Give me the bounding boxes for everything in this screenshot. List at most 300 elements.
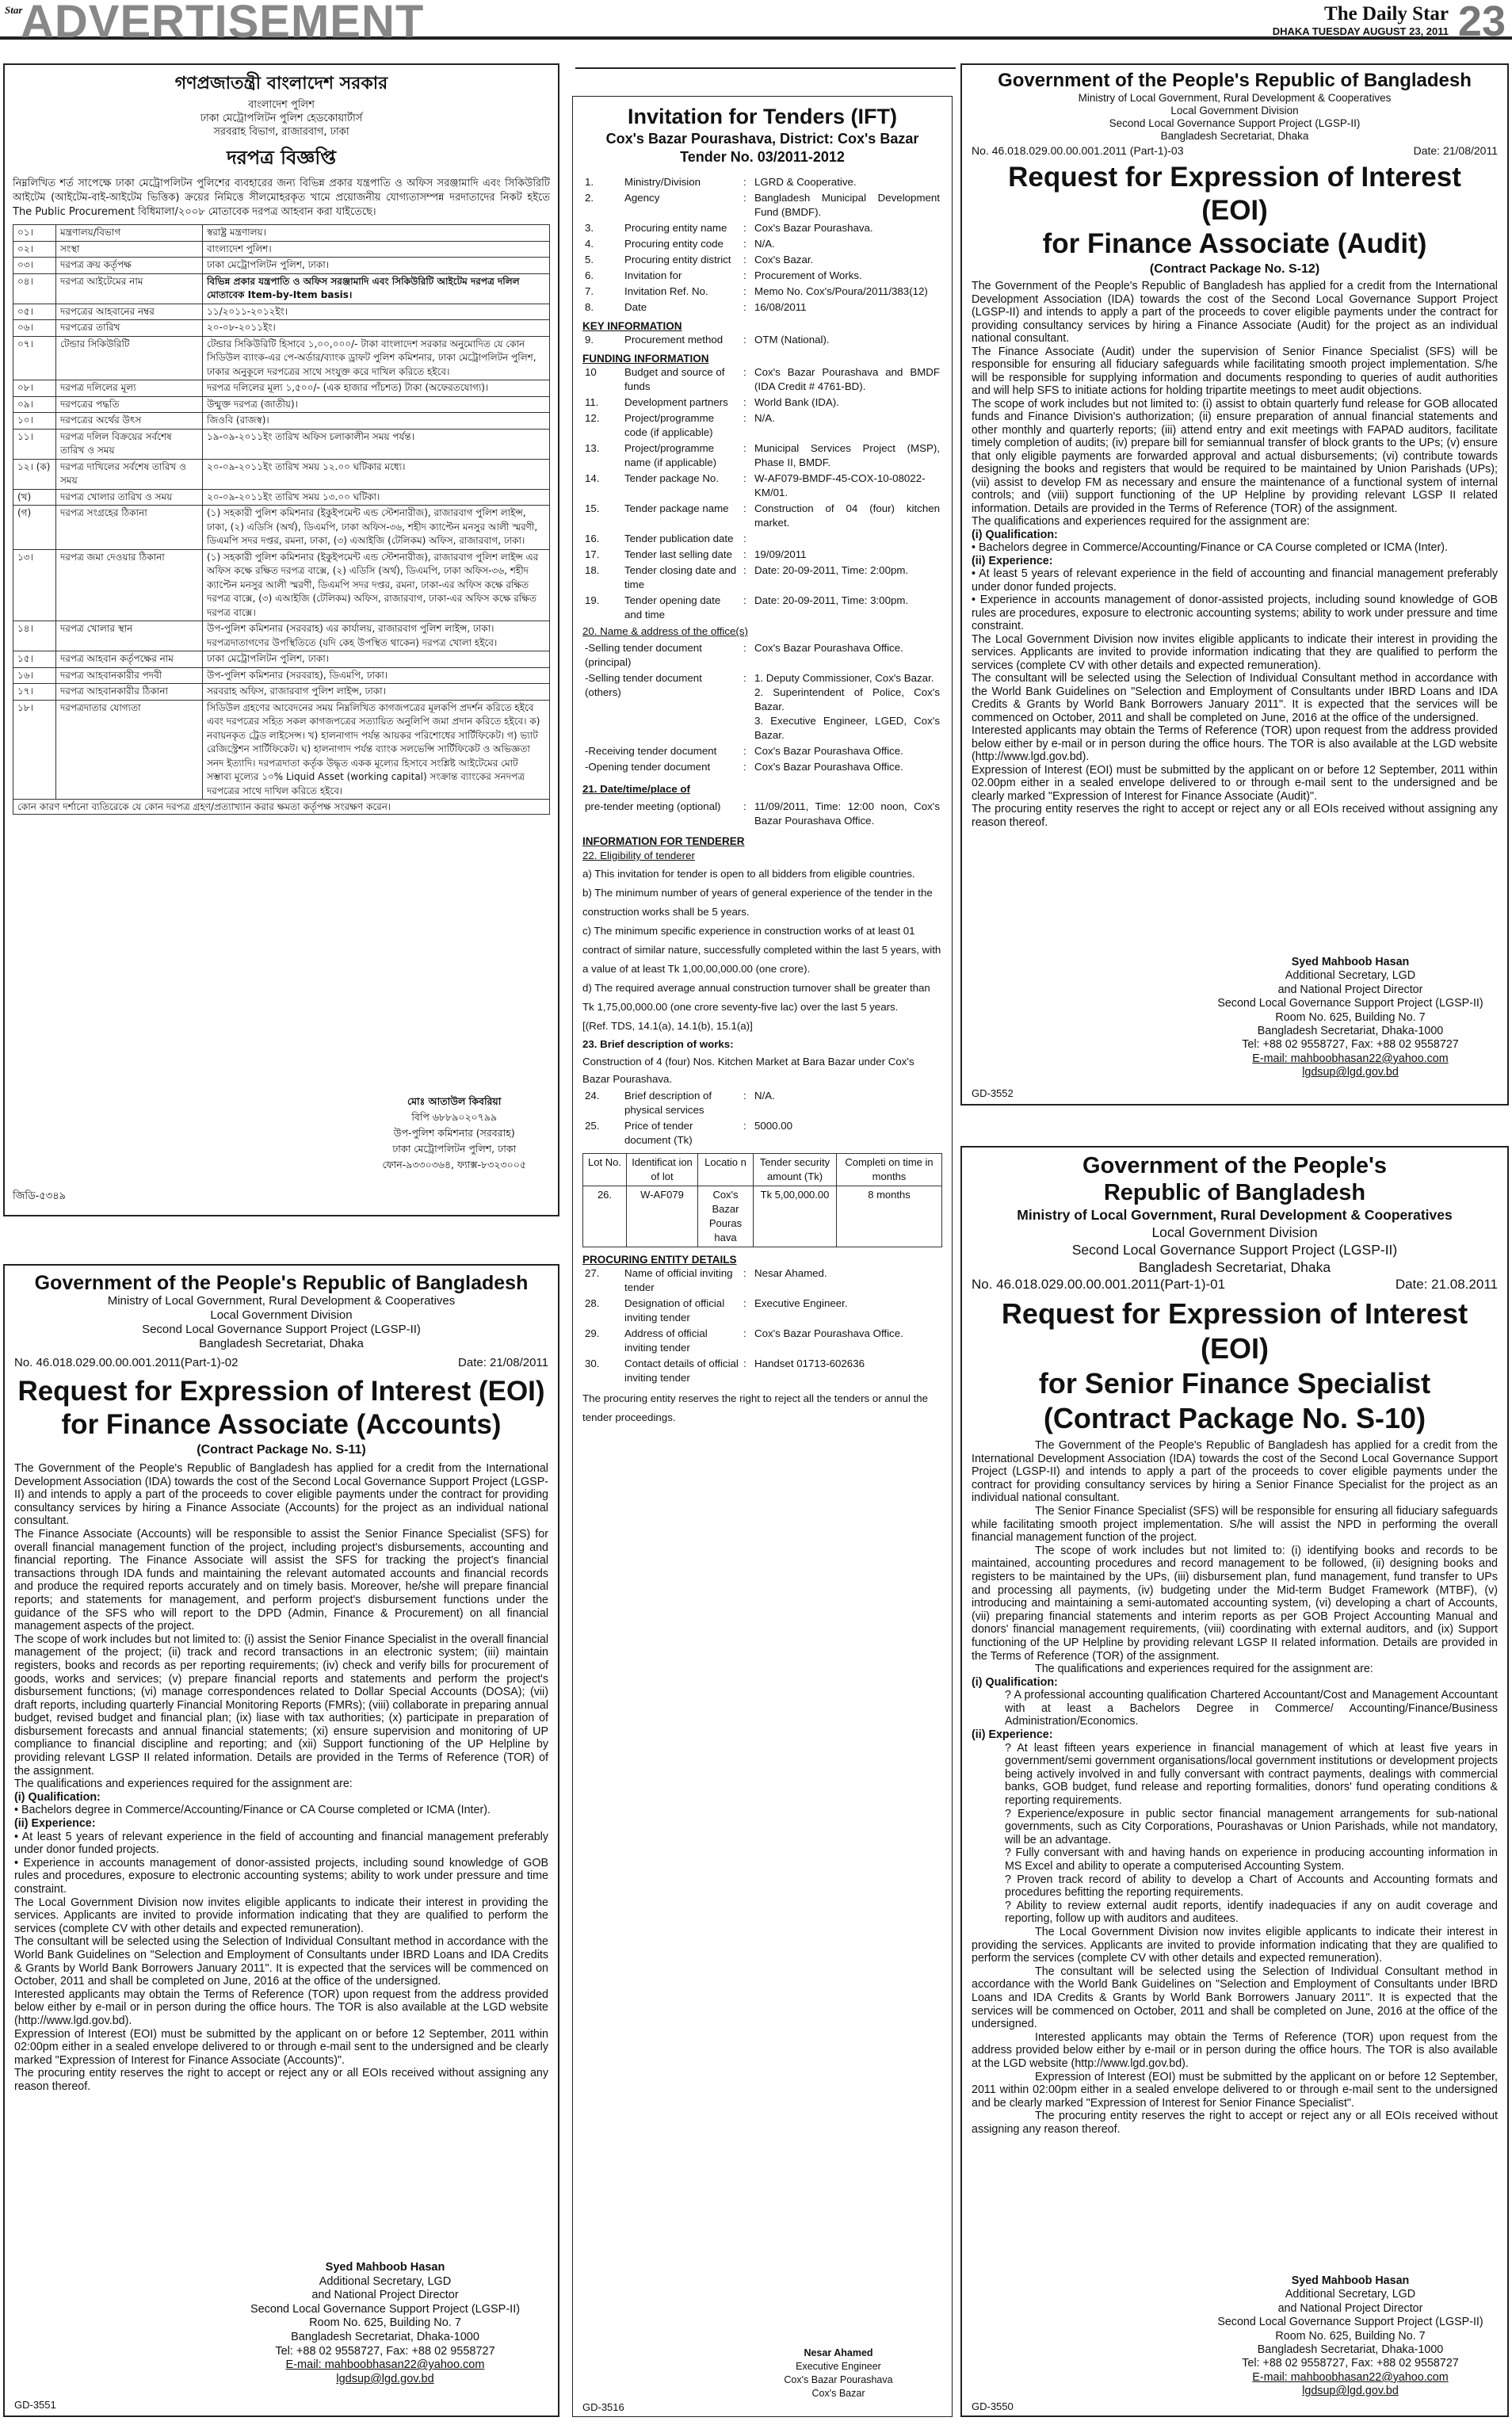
row-value: বাংলাদেশ পুলিশ। — [203, 241, 550, 258]
ift-signature — [755, 2347, 922, 2400]
row-value: ঢাকা মেট্রোপলিটন পুলিশ, ঢাকা। — [203, 258, 550, 274]
eoi-experience-4: ? Proven track record of ability to develop a Chart of Accounts and Accounting formats and procedures befitting the reporting requirements. — [1005, 1873, 1498, 1900]
cell-a: 14. — [585, 472, 600, 484]
table-row — [582, 471, 942, 501]
row-label: দরপত্রের পদ্ধতি — [56, 396, 203, 413]
table-row — [582, 1326, 942, 1356]
eoi-date: Date: 21.08.2011 — [1395, 1277, 1498, 1292]
eoi-para-6: The consultant will be selected using the Selection of Individual Consultant method in accordance with the World Bank Guidelines on "Selection and Employment of Consultants under IBRD Loans and IDA Credits & Grants by World Bank Borrowers January 2011". It is expected that the services will be commenced on October, 2011 and shall be completed on June, 2016 at the office of the undersigned. — [972, 672, 1498, 724]
ift-table-4 — [582, 640, 942, 775]
row-number: ০৯। — [13, 396, 56, 413]
row-label: দরপত্র খোলার স্থান — [56, 621, 203, 651]
cell-b: Budget and source of funds — [624, 366, 725, 392]
row-label: দরপত্র আহবানকারীর ঠিকানা — [56, 684, 203, 701]
cell-d: Municipal Services Project (MSP), Phase II, BMDF. — [754, 442, 940, 468]
table-row — [13, 320, 550, 337]
eoi-para-8: Expression of Interest (EOI) must be submitted by the applicant on or before 12 September, 2011 within 02:00pm either in a sealed envelope delivered to or through e-mail sent to the undersigned and be clearly marked "Expression of Interest for Senior Finance Specialist". — [972, 2070, 1498, 2110]
signer-role: and National Project Director — [311, 2289, 459, 2302]
row-value: সরবরাহ অফিস, রাজারবাগ পুলিশ লাইন্স, ঢাকা। — [203, 684, 550, 701]
cell-c: Cox's Bazar Pourashava Office. — [754, 745, 903, 757]
table-row — [582, 268, 942, 284]
table-row — [582, 365, 942, 395]
cell-b: Date — [624, 301, 647, 313]
cell-a: 24. — [585, 1090, 600, 1102]
signer-phone: Tel: +88 02 9558727, Fax: +88 02 9558727 — [275, 2344, 495, 2358]
eoi-experience-2: ? Experience/exposure in public sector financial management arrangements for sub-national governments, such as City Corporations, Pourashavas or Union Parishads, while not mandatory, will be an advantage. — [1005, 1807, 1498, 1846]
eoi-para-6: The consultant will be selected using the Selection of Individual Consultant method in accordance with the World Bank Guidelines on "Selection and Employment of Consultants under IBRD Loans and IDA Credits & Grants by World Bank Borrowers January 2011". It is expected that the services will be commenced on October, 2011 and shall be completed on June, 2016 at the office of the undersigned. — [972, 1965, 1498, 2031]
ift-item-22: 22. Eligibility of tenderer — [582, 850, 695, 861]
table-row — [13, 304, 550, 320]
table-row — [13, 489, 550, 506]
cell-b: Tender opening date and time — [624, 594, 721, 621]
table-row — [582, 759, 942, 775]
cell-d: OTM (National). — [754, 334, 830, 346]
row-number: ০৭। — [13, 336, 56, 380]
eoi-ref: No. 46.018.029.00.00.001.2011(Part-1)-01 — [972, 1277, 1226, 1292]
signer-name: Syed Mahboob Hasan — [1291, 2274, 1410, 2287]
signer-project: Second Local Governance Support Project (LGSP-II) — [1217, 2316, 1483, 2329]
eoi-signature — [235, 2261, 536, 2386]
eoi-title-2: for Finance Associate (Accounts) — [61, 1409, 502, 1440]
signer-place: Cox's Bazar — [811, 2388, 865, 2399]
page-number: 23 — [1457, 0, 1506, 45]
eoi-address: Bangladesh Secretariat, Dhaka — [199, 1337, 364, 1350]
cell-a: 30. — [585, 1358, 600, 1369]
eoi-gov-2: Republic of Bangladesh — [1103, 1180, 1366, 1205]
cell-c: : — [743, 442, 746, 454]
signer-phone: Tel: +88 02 9558727, Fax: +88 02 9558727 — [1242, 1038, 1459, 1052]
row-value: উপ-পুলিশ কমিশনার (সরবরাহ) এর কার্যালয়, রাজারবাগ পুলিশ লাইন্স, ঢাকা। দরপত্রদাতাগণের উপস্থিতিতে (যদি কেহ উপস্থিত থাকেন) দরপত্র খোলা হইবে। — [203, 621, 550, 651]
signer-room: Room No. 625, Building No. 7 — [1275, 1010, 1426, 1024]
cell-b: Ministry/Division — [624, 176, 701, 188]
ift-item-21: 21. Date/time/place of — [582, 783, 690, 795]
cell-c: 11/09/2011, Time: 12:00 noon, Cox's Bazar Pourashava Office. — [754, 800, 940, 827]
row-value: ১৯-০৯-২০১১ইং তারিখ অফিস চলাকালীন সময় পর্যন্ত। — [203, 429, 550, 459]
cell-d: Cox's Bazar Pourashava and BMDF (IDA Credit # 4761-BD). — [754, 366, 940, 392]
table-row — [13, 225, 550, 242]
signer-title: Additional Secretary, LGD — [1285, 2288, 1416, 2301]
lot-col-location: Locatio n — [698, 1154, 754, 1186]
row-value: (১) সহকারী পুলিশ কমিশনার (ইকুইপমেন্ট এন্ড স্টেশনারীজ), রাজারবাগ পুলিশ লাইন্স, ঢাকা, (২) এডিসি (অর্থ), ডিএমপি, ঢাকা অফিস-৩৬, শহীদ ক্যাপ্টেন মনসুর আলী স্মরণী, ডিএমপি সদর দপ্তর, রমনা, ঢাকা, (৩) এআইজি (টেলিকম) অফিস, রাজারবাগ, ঢাকা। — [203, 506, 550, 550]
row-label: দরপত্র আইটেমের নাম — [56, 273, 203, 304]
cell-b: Tender last selling date — [624, 548, 733, 560]
cell-a: -Selling tender document (principal) — [585, 642, 702, 668]
row-label: দরপত্রের তারিখ — [56, 320, 203, 337]
signer-room: Room No. 625, Building No. 7 — [309, 2316, 461, 2330]
ift-table-1 — [582, 174, 942, 315]
notice-gov: গণপ্রজাতন্ত্রী বাংলাদেশ সরকার — [174, 74, 388, 94]
eoi-experience-head: (ii) Experience: — [972, 554, 1053, 567]
cell-a: 15. — [585, 502, 600, 514]
cell-b: Address of official inviting tender — [624, 1327, 708, 1354]
table-row — [582, 563, 942, 593]
table-row — [582, 1296, 942, 1326]
eoi-gov-1: Government of the People's — [1082, 1153, 1387, 1178]
signer-role: and National Project Director — [1277, 983, 1423, 996]
cell-b: : — [743, 642, 746, 654]
table-row — [582, 501, 942, 531]
eoi-code: GD-3551 — [14, 2399, 56, 2411]
cell-c: : — [743, 285, 746, 297]
cell-b: Price of tender document (Tk) — [624, 1120, 693, 1146]
cell-b: Procuring entity district — [624, 254, 731, 265]
table-row — [582, 1356, 942, 1386]
signer-title: Additional Secretary, LGD — [319, 2274, 452, 2288]
row-label: টেন্ডার সিকিউরিটি — [56, 336, 203, 380]
row-number: ০৬। — [13, 320, 56, 337]
table-row — [582, 190, 942, 220]
eoi-experience-head: (ii) Experience: — [14, 1817, 96, 1831]
signer-phone: ফোন-৯৩৩০৩৬৪, ফ্যাক্স-৮৩২৩০০৫ — [382, 1159, 526, 1170]
eoi-qualification: • Bachelors degree in Commerce/Accounting/Finance or CA Course completed or ICMA (Inter). — [14, 1804, 491, 1817]
signer-org: Cox's Bazar Pourashava — [784, 2374, 893, 2385]
eoi-finance-associate-accounts — [3, 1264, 559, 2417]
ift-info-tenderer: INFORMATION FOR TENDERER — [582, 835, 745, 847]
cell-c: : — [743, 301, 746, 313]
eoi-experience-head: (ii) Experience: — [972, 1728, 1053, 1742]
row-value: উপ-পুলিশ কমিশনার (সরবরাহ), ডিএমপি, ঢাকা। — [203, 667, 550, 684]
lot-location: Cox's Bazar Pouras hava — [698, 1186, 754, 1247]
table-row — [13, 651, 550, 668]
cell-c: : — [743, 1297, 746, 1309]
cell-c: : — [743, 533, 746, 544]
eoi-division: Local Government Division — [1170, 105, 1299, 116]
signer-email-link-2[interactable]: lgdsup@lgd.gov.bd — [1302, 1066, 1399, 1079]
notice-code: জিডি-৫৩৪৯ — [13, 1190, 67, 1202]
table-row — [582, 531, 942, 547]
row-value: ঢাকা মেট্রোপলিটন পুলিশ, ঢাকা। — [203, 651, 550, 668]
cell-d: Memo No. Cox's/Poura/2011/383(12) — [754, 285, 928, 297]
table-row — [582, 799, 942, 829]
signer-name: Syed Mahboob Hasan — [1291, 956, 1410, 968]
signer-address: Bangladesh Secretariat, Dhaka-1000 — [291, 2330, 479, 2343]
cell-a: 29. — [585, 1327, 600, 1339]
cell-d: W-AF079-BMDF-45-COX-10-08022-KM/01. — [754, 472, 926, 498]
row-number: ১৫। — [13, 651, 56, 668]
eoi-experience-2: • Experience in accounts management of donor-assisted projects, including sound knowledge of GOB rules and procedures, exposure to electronic accounting systems; ability to work under pressure and time constraint. — [14, 1856, 548, 1896]
table-row — [13, 667, 550, 684]
row-number: ১২। (ক) — [13, 459, 56, 489]
lot-completion: 8 months — [837, 1186, 942, 1247]
page-header — [0, 0, 1512, 48]
signer-name: Syed Mahboob Hasan — [325, 2261, 445, 2274]
notice-title: দরপত্র বিজ্ঞপ্তি — [227, 147, 336, 169]
cell-b: Project/programme code (if applicable) — [624, 412, 715, 438]
eoi-para-7: Interested applicants may obtain the Terms of Reference (TOR) upon request from the address provided below either by e-mail or in person during the office hours. The TOR is also available at the LGD website (http://www.lgd.gov.bd). — [972, 724, 1498, 763]
eoi-para-4: The qualifications and experiences required for the assignment are: — [14, 1778, 353, 1791]
cell-d: N/A. — [754, 238, 775, 250]
section-title: ADVERTISEMENT — [21, 0, 425, 48]
eoi-para-4: The qualifications and experiences required for the assignment are: — [1035, 1663, 1373, 1676]
eoi-signature — [1208, 2274, 1493, 2399]
signer-project: Second Local Governance Support Project (LGSP-II) — [1217, 997, 1483, 1010]
cell-d: World Bank (IDA). — [754, 396, 839, 408]
eoi-qualification-head: (i) Qualification: — [14, 1790, 101, 1804]
eoi-para-2: The Senior Finance Specialist (SFS) will be responsible for ensuring all fiduciary safeguards while facilitating smooth project implementation. S/he will assist the NPD in performing the overall financial management function of the project. — [972, 1504, 1498, 1545]
cell-c: : — [743, 412, 746, 424]
eoi-project: Second Local Governance Support Project (LGSP-II) — [1071, 1242, 1398, 1258]
cell-d: Handset 01713-602636 — [754, 1358, 865, 1369]
ift-table-5 — [582, 799, 942, 829]
cell-a: 12. — [585, 412, 600, 424]
cell-c: Cox's Bazar Pourashava Office. — [754, 761, 903, 773]
row-number: ০৮। — [13, 380, 56, 397]
cell-d — [752, 531, 942, 547]
row-value: ১১/২০১১-২০১২ইং। — [203, 304, 550, 320]
cell-b: Tender package name — [624, 502, 729, 514]
notice-org-1: বাংলাদেশ পুলিশ — [248, 99, 315, 111]
ift-key-info: KEY INFORMATION — [582, 320, 682, 332]
eoi-experience-1: • At least 5 years of relevant experience in the field of accounting and financial management preferably under donor funded projects. — [972, 567, 1498, 594]
notice-org-2: ঢাকা মেট্রোপলিটন পুলিশ হেডকোয়ার্টার্স — [200, 113, 363, 124]
row-label: সংস্থা — [56, 241, 203, 258]
row-number: ১৬। — [13, 667, 56, 684]
cell-d: Date: 20-09-2011, Time: 2:00pm. — [754, 564, 909, 576]
cell-a: 28. — [585, 1297, 600, 1309]
cell-a: 18. — [585, 564, 600, 576]
row-number: ১৩। — [13, 549, 56, 621]
eoi-project: Second Local Governance Support Project (LGSP-II) — [142, 1323, 421, 1336]
eoi-para-5: The Local Government Division now invites eligible applicants to indicate their interest in providing the services. Applicants are invited to provide information indicating that they are qualified to perform the services (complete CV with other details and expected remuneration). — [972, 632, 1498, 672]
table-row — [13, 413, 550, 430]
table-row — [582, 640, 942, 670]
table-row — [582, 441, 942, 471]
cell-d: N/A. — [754, 1090, 775, 1102]
eoi-code: GD-3552 — [972, 1087, 1014, 1099]
cell-d: LGRD & Cooperative. — [754, 176, 857, 188]
cell-d: N/A. — [754, 412, 775, 424]
ift-code: GD-3516 — [582, 2401, 624, 2413]
row-label: দরপত্র দলিল বিক্রয়ের সর্বশেষ তারিখ ও সময় — [56, 429, 203, 459]
signer-title: Additional Secretary, LGD — [1285, 969, 1416, 983]
eoi-address: Bangladesh Secretariat, Dhaka — [1138, 1259, 1331, 1275]
row-value: (১) সহকারী পুলিশ কমিশনার (ইকুইপমেন্ট এন্ড স্টেশনারীজ), রাজারবাগ পুলিশ লাইন্স এর অফিস কক্ষে রক্ষিত দরপত্র বাক্সে, (২) এডিসি (অর্থ), ডিএমপি, ঢাকা অফিস-৩৬, শহীদ ক্যাপ্টেন মনসুর আলী স্মরণী, ডিএমপি সদর দপ্তর, রমনা, ঢাকা-এর অফিস কক্ষে রক্ষিত দরপত্র বাক্সে, (৩) এআইজি (টেলিকম) অফিস, রাজারবাগ, ঢাকা-এর অফিস কক্ষে রক্ষিত দরপত্র বাক্সে। — [203, 549, 550, 621]
signer-email-link[interactable]: E-mail: mahboobhasan22@yahoo.com — [285, 2358, 485, 2372]
cell-c: : — [743, 334, 746, 346]
eoi-para-1: The Government of the People's Republic of Bangladesh has applied for a credit from the International Development Association (IDA) towards the cost of the Second Local Governance Support Project (LGSP-II) and intends to apply a part of the proceeds to cover eligible payments under the contract for providing consultancy services by hiring a Senior Finance Specialist for the project as an individual national consultant. — [972, 1439, 1498, 1505]
eoi-para-9: The procuring entity reserves the right to accept or reject any or all EOIs received without assigning any reason thereof. — [14, 2067, 548, 2093]
cell-a: -Receiving tender document — [585, 745, 717, 757]
cell-c: : — [743, 1267, 746, 1279]
eoi-address: Bangladesh Secretariat, Dhaka — [1160, 130, 1309, 142]
cell-d: Bangladesh Municipal Development Fund (BMDF). — [754, 192, 940, 218]
eoi-title-3: (Contract Package No. S-10) — [1043, 1402, 1426, 1434]
cell-b: Contact details of official inviting tender — [624, 1358, 739, 1384]
lot-table-row — [583, 1186, 942, 1247]
eoi-para-2: The Finance Associate (Audit) under the supervision of Senior Finance Specialist (SFS) will be responsible for ensuring all fiduciary safeguards while facilitating smooth project implementation. S/he will be responsible for supplying information and documents responding to queries of audit authorities and will help SFS to initiate actions for holding tripartite meetings to meet audit objections. — [972, 345, 1498, 397]
eoi-para-5: The Local Government Division now invites eligible applicants to indicate their interest in providing the services. Applicants are invited to provide information indicating that they are qualified to perform the services (complete CV with other details and expected remuneration). — [14, 1896, 548, 1935]
table-row — [582, 395, 942, 411]
cell-a: 13. — [585, 442, 600, 454]
eoi-ref: No. 46.018.029.00.00.001.2011 (Part-1)-03 — [972, 144, 1184, 157]
row-label: দরপত্র ক্রয় কর্তৃপক্ষ — [56, 258, 203, 274]
ift-title: Invitation for Tenders (IFT) — [628, 105, 897, 128]
signer-email-link[interactable]: E-mail: mahboobhasan22@yahoo.com — [1252, 2370, 1449, 2384]
row-value: টেন্ডার সিকিউরিটি হিসাবে ১,০০,০০০/- টাকা বাংলাদেশ সরকার অনুমোদিত যে কোন সিডিউল ব্যাংক-এর পে-অর্ডার/ব্যাংক ড্রাফট পুলিশ কমিশনার, ঢাকা মেট্রোপলিটন পুলিশ, ঢাকার অনুকূলে দরপত্রের সাথে সংযুক্ত করে দাখিল করিতে হইবে। — [203, 336, 550, 380]
table-row — [582, 332, 942, 348]
row-value: জিওবি (রাজস্ব)। — [203, 413, 550, 430]
star-logo: Star — [5, 4, 23, 16]
eoi-project: Second Local Governance Support Project (LGSP-II) — [1109, 117, 1361, 129]
cell-d: Executive Engineer. — [754, 1297, 848, 1309]
eoi-title-2: for Senior Finance Specialist — [1038, 1367, 1431, 1400]
row-value: উন্মুক্ত দরপত্র (জাতীয়)। — [203, 396, 550, 413]
eoi-experience-1: • At least 5 years of relevant experience in the field of accounting and financial management preferably under donor funded projects. — [14, 1830, 548, 1857]
issue-date: DHAKA TUESDAY AUGUST 23, 2011 — [1272, 25, 1449, 37]
row-number: ১৪। — [13, 621, 56, 651]
table-row — [582, 252, 942, 268]
cell-c: : — [743, 1358, 746, 1369]
signer-org: ঢাকা মেট্রোপলিটন পুলিশ, ঢাকা — [392, 1143, 517, 1155]
signer-email-link[interactable]: E-mail: mahboobhasan22@yahoo.com — [1252, 1052, 1449, 1065]
cell-a: 7. — [585, 285, 594, 297]
eoi-para-1: The Government of the People's Republic of Bangladesh has applied for a credit from the International Development Association (IDA) towards the cost of the Second Local Governance Support Project (LGSP-II) and intends to apply a part of the proceeds to cover eligible payments under the contract for providing consultancy services by hiring a Finance Associate (Audit) for the project as an individual national consultant. — [972, 280, 1498, 345]
table-row — [582, 284, 942, 300]
eoi-experience-2: • Experience in accounts management of donor-assisted projects, including sound knowledge of GOB rules are procedures, exposure to electronic accounting systems; ability to work under pressure and time constraint. — [972, 594, 1498, 632]
cell-b: Brief description of physical services — [624, 1090, 712, 1116]
cell-d: 16/08/2011 — [754, 301, 807, 313]
ift-funding: FUNDING INFORMATION — [582, 353, 709, 365]
cell-d: Cox's Bazar Pourashava. — [754, 222, 873, 234]
cell-a: 8. — [585, 301, 594, 313]
lot-col-completion: Completi on time in months — [837, 1154, 942, 1186]
ift-eligibility-d: d) The required average annual construction turnover shall be greater than Tk 1,75,00,000.00 (one crore seventy-five lac) over the last 5 years. — [582, 982, 930, 1013]
signer-project: Second Local Governance Support Project (LGSP-II) — [250, 2302, 521, 2316]
cell-b: : — [743, 745, 746, 757]
cell-c: : — [743, 472, 746, 484]
row-value: ২০-০৮-২০১১ইং। — [203, 320, 550, 337]
signer-address: Bangladesh Secretariat, Dhaka-1000 — [1257, 2343, 1444, 2357]
lot-col-security: Tender security amount (Tk) — [754, 1154, 837, 1186]
eoi-date: Date: 21/08/2011 — [458, 1356, 548, 1369]
cell-a: 3. — [585, 222, 594, 234]
eoi-ref-row — [972, 1276, 1498, 1293]
row-label: দরপত্রের আহবানের নম্বর — [56, 304, 203, 320]
ift-eligibility-c: c) The minimum specific experience in construction works of at least 01 contract of similar nature, successfully completed within the last 5 years, with a value of at least Tk 1,00,00,000.00 (one crore). — [582, 925, 941, 975]
row-number: ১০। — [13, 413, 56, 430]
eoi-code: GD-3550 — [972, 2400, 1014, 2412]
invitation-for-tenders — [572, 96, 953, 2417]
eoi-para-8: Expression of Interest (EOI) must be submitted by the applicant on or before 12 September, 2011 within 02.00pm either in a sealed envelope delivered to or through e-mail sent to the undersigned and be clearly marked "Expression of Interest for Finance Associate (Audit)". — [972, 763, 1498, 803]
cell-a: pre-tender meeting (optional) — [585, 800, 721, 812]
table-row — [13, 549, 550, 621]
row-number: ০৫। — [13, 304, 56, 320]
row-number: (গ) — [13, 506, 56, 550]
table-row — [13, 336, 550, 380]
table-row — [582, 1266, 942, 1296]
eoi-finance-associate-audit — [960, 63, 1509, 1106]
cell-c: : — [743, 192, 746, 204]
cell-a: 17. — [585, 548, 600, 560]
cell-c: : — [743, 548, 746, 560]
eoi-para-2: The Finance Associate (Accounts) will be responsible to assist the Senior Finance Specialist (SFS) for overall financial management function of the project, including project's disbursements, accounting and financial reporting. The Finance Associate will assist the SFS for tracking the project's financial transactions through IDA funds and maintaining the relevant automated accounts and financial records and produce the required reports accurately and on timely basis. Moreover, he/she will prepare financial reports; and statements for management, and perform project's disbursement functions under the guidance of the SFS who will report to the DPD (Admin, Finance & Procurement) on all financial management aspects of the project. — [14, 1527, 548, 1633]
eoi-para-7: Interested applicants may obtain the Terms of Reference (TOR) upon request from the address provided below either by e-mail or in person during the office hours. The TOR is also available at the LGD website (http://www.lgd.gov.bd). — [972, 2030, 1498, 2070]
cell-c: : — [743, 502, 746, 514]
table-row — [13, 258, 550, 274]
table-row — [13, 700, 550, 800]
cell-d: Date: 20-09-2011, Time: 3:00pm. — [754, 594, 909, 606]
column-rule — [575, 67, 956, 69]
table-row — [13, 506, 550, 550]
eoi-division: Local Government Division — [210, 1308, 353, 1322]
eoi-title-2: for Finance Associate (Audit) — [1042, 228, 1427, 259]
table-row — [13, 380, 550, 397]
row-value: বিভিন্ন প্রকার যন্ত্রপাতি ও অফিস সরঞ্জামাদি এবং সিকিউরিটি আইটেম দরপত্র দলিল মোতাবেক Item-by-Item basis। — [203, 273, 550, 304]
table-row — [582, 547, 942, 563]
cell-b: Project/programme name (if applicable) — [624, 442, 717, 468]
signer-email-link-2[interactable]: lgdsup@lgd.gov.bd — [336, 2372, 434, 2385]
row-number: ০৩। — [13, 258, 56, 274]
cell-b: Designation of official inviting tender — [624, 1297, 725, 1323]
cell-d: Cox's Bazar Pourashava Office. — [754, 1327, 903, 1339]
signer-bp: বিপি ৬৮৮৯০২০৭৯৯ — [411, 1111, 498, 1123]
cell-c: : — [743, 238, 746, 250]
eoi-para-3: The scope of work includes but not limited to: (i) assist to obtain quarterly fund release for GOB allocated funds and Finance Division's authorization; (ii) ensure preparation of annual financial statements and other monthly and quarterly reports; (iii) attend entry and exit meetings with FAPAD auditors, facilitate timely completion of audits; (iv) prepare bill for semiannual transfer of block grants to the UPs; (v) ensure that only eligible payments are forwarded approval and actual disbursements; (vi) contribute towards designing the books and registers that would be required to be maintained by Union Parishads (UPs); (vii) assist to develop FM as necessary and ensure the maintenance of a functional system of internal controls; and (viii) support functioning of the UP Helpline by providing relevant LGSP II related information. Details are provided in the Terms of Reference (TOR) of the assignment. — [972, 397, 1498, 515]
cell-b: Procurement method — [624, 334, 724, 346]
cell-b: : — [743, 761, 746, 773]
table-row — [13, 621, 550, 651]
signer-role: and National Project Director — [1277, 2301, 1423, 2315]
cell-a: 5. — [585, 254, 594, 265]
table-row — [582, 300, 942, 315]
cell-a: -Selling tender document (others) — [585, 672, 702, 698]
row-label: দরপত্রদাতার যোগ্যতা — [56, 700, 203, 800]
cell-b: Name of official inviting tender — [624, 1267, 733, 1293]
eoi-ref-row — [972, 144, 1498, 158]
cell-b: Invitation Ref. No. — [624, 285, 708, 297]
eoi-para-5: The Local Government Division now invites eligible applicants to indicate their interest in providing the services. Applicants are invited to provide information indicating that they are qualified to perform the services (complete CV with other details and expected remuneration). — [972, 1925, 1498, 1965]
cell-c: : — [743, 396, 746, 408]
eoi-senior-finance-specialist — [960, 1146, 1509, 2417]
notice-org-3: সরবরাহ বিভাগ, রাজারবাগ, ঢাকা — [213, 126, 349, 138]
cell-a: 2. — [585, 192, 594, 204]
row-value: দরপত্র দলিলের মূল্য ১,৫০০/- (এক হাজার পাঁচশত) টাকা (অফেরতযোগ্য)। — [203, 380, 550, 397]
cell-b: Procuring entity name — [624, 222, 727, 234]
eoi-qualification: ? A professional accounting qualification Chartered Accountant/Cost and Management Accountant with at least a Bachelors Degree in Commerce/ Accounting/Finance/Business Administration/Economics. — [1005, 1689, 1498, 1728]
eoi-experience-3: ? Fully conversant with and having hands on experience in producing accounting information in MS Excel and ability to operate a computerised Accounting System. — [1005, 1846, 1498, 1873]
eoi-para-9: The procuring entity reserves the right to accept or reject any or all EOIs received without assigning any reason thereof. — [972, 2110, 1498, 2136]
eoi-para-3: The scope of work includes but not limited to: (i) identifying books and records to be maintained, accounting procedures and record management to be followed, (ii) designing books and registers to be maintained by the UPs, (iii) disbursement plan, fund management, fund transfer to UPs and processing all payments, (iv) budgeting under the Mid-term Budget Framework (MTBF), (v) introducing and maintaining a semi-automated accounting system, (vi) developing a chart of Accounts, (vii) preparing financial statements and interim reports as per GOB Project Accounting Manual and donors' financial management requirements, (viii) coordinating with external auditors, and (ix) Support functioning of the UP Helpline by providing relevant LGSP II related information. Details are provided in the Terms of Reference (TOR) of the assignment. — [972, 1544, 1498, 1663]
table-row — [582, 174, 942, 190]
lot-no: 26. — [583, 1186, 627, 1247]
eoi-ministry: Ministry of Local Government, Rural Development & Cooperatives — [107, 1294, 456, 1308]
cell-d: 5000.00 — [754, 1120, 793, 1132]
eoi-ref-row — [14, 1356, 548, 1370]
eoi-signature — [1208, 956, 1493, 1080]
cell-d: Nesar Ahamed. — [754, 1267, 827, 1279]
lot-id: W-AF079 — [627, 1186, 698, 1247]
table-row — [582, 593, 942, 623]
eoi-para-3: The scope of work includes but not limited to: (i) assist the Senior Finance Specialist in the overall financial management of the project; (ii) track and record transactions in an electronic system; (iii) maintain registers, books and records as per reporting requirements; (iv) check and verify bills for procurement of goods, works and services; (v) prepare financial reports and statements and perform the project's disbursement functions; (vi) manage correspondences related to Dollar Special Accounts (DOSA); (vii) draft reports, including quarterly Financial Monitoring Reports (FMRs); (viii) collaborate in preparing annual budget, revised budget and financial plan; (ix) liase with tax authorities; (x) participate in preparation of disbursement forecasts and annual financial statements; (xi) ensure supervision and monitoring of UP compliance to financial discipline and reporting; and (xii) Support functioning of the UP Helpline by providing relevant LGSP II related information. Details are provided in the Terms of Reference (TOR) of the assignment. — [14, 1633, 548, 1778]
row-label: দরপত্র দলিলের মূল্য — [56, 380, 203, 397]
table-row — [13, 459, 550, 489]
ift-table-6 — [582, 1088, 942, 1148]
lot-col-no: Lot No. — [583, 1154, 627, 1186]
eoi-qualification-head: (i) Qualification: — [972, 528, 1058, 541]
signer-title: Executive Engineer — [796, 2361, 881, 2372]
ift-eligibility-ref: [(Ref. TDS, 14.1(a), 14.1(b), 15.1(a)] — [582, 1020, 753, 1032]
signer-email-link-2[interactable]: lgdsup@lgd.gov.bd — [1302, 2385, 1399, 2398]
eoi-gov: Government of the People's Republic of Bangladesh — [998, 70, 1472, 91]
eoi-qualification-head: (i) Qualification: — [972, 1675, 1058, 1689]
eoi-para-4: The qualifications and experiences required for the assignment are: — [972, 515, 1310, 528]
eoi-para-9: The procuring entity reserves the right to accept or reject any or all EOIs received without assigning any reason thereof. — [972, 803, 1498, 829]
row-number: ১৭। — [13, 684, 56, 701]
ift-eligibility-b: b) The minimum number of years of general experience of the tender in the construction works shall be 5 years. — [582, 887, 933, 918]
row-label: দরপত্র সংগ্রহের ঠিকানা — [56, 506, 203, 550]
cell-b: Procuring entity code — [624, 238, 724, 250]
cell-a: 11. — [585, 396, 599, 408]
